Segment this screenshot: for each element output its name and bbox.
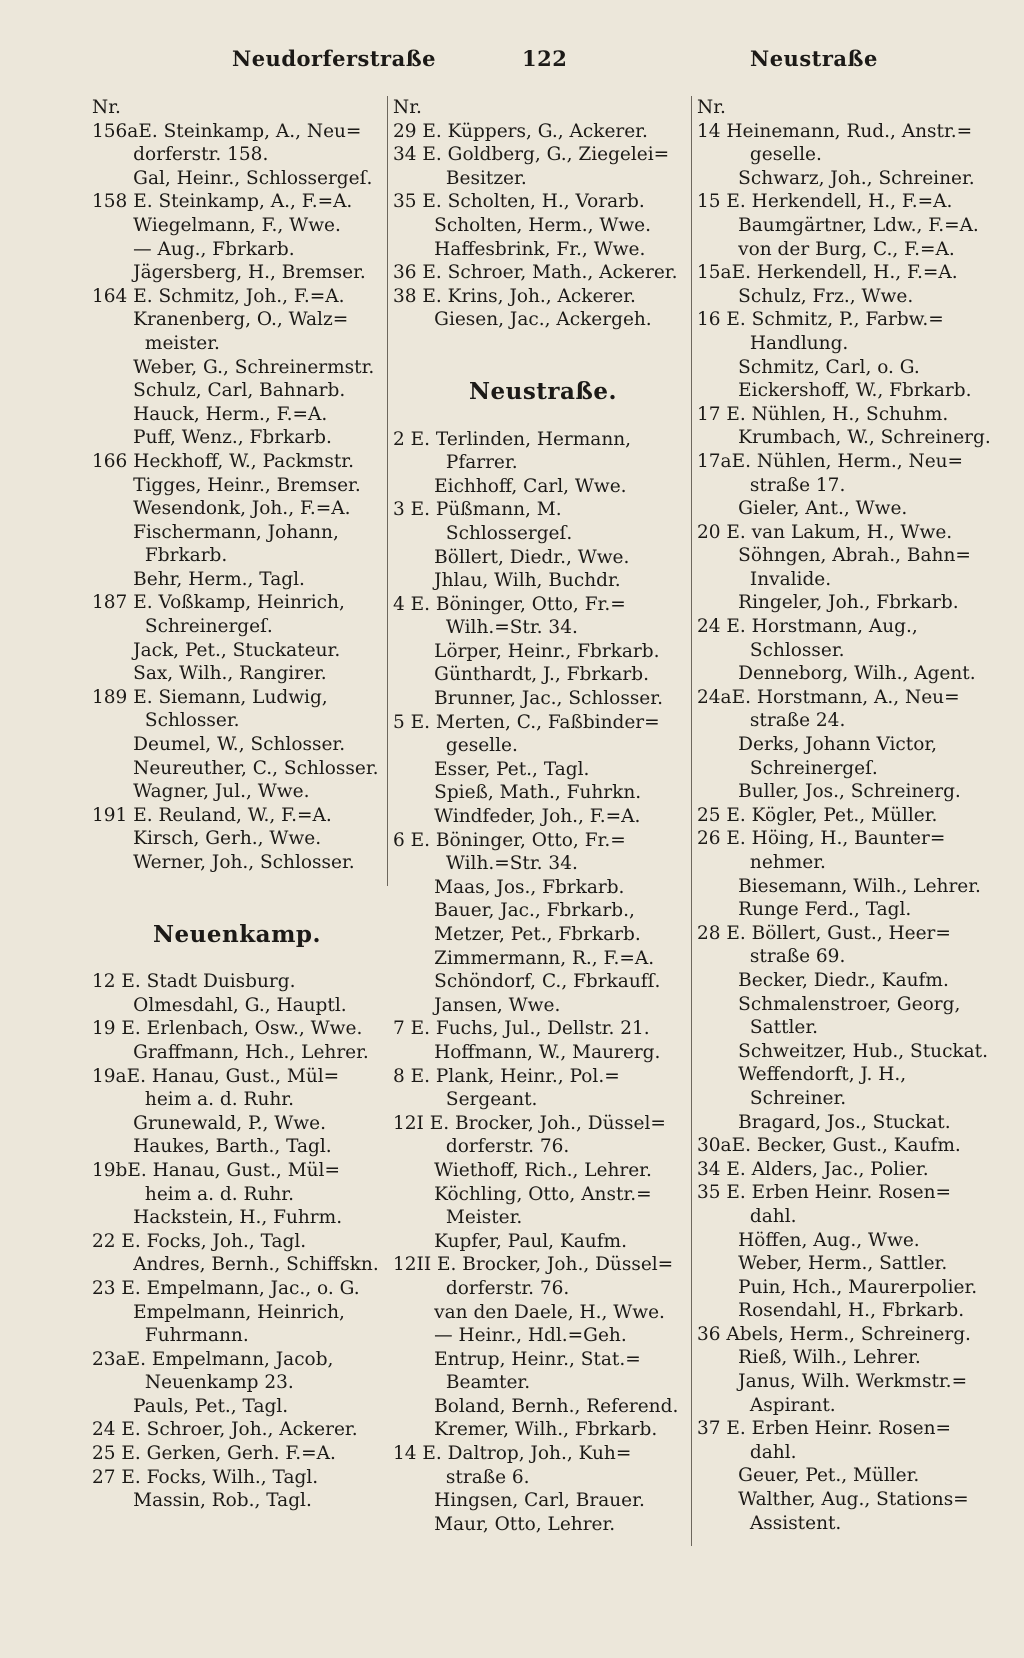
directory-line: Nr. [393, 97, 422, 118]
directory-line: Bragard, Jos., Stuckat. [697, 1111, 951, 1133]
directory-line: Olmesdahl, G., Hauptl. [92, 994, 347, 1016]
directory-line: 16 E. Schmitz, P., Farbw.= [697, 309, 944, 331]
directory-line: straße 6. [393, 1466, 530, 1488]
directory-line: Söhngen, Abrah., Bahn= [697, 545, 971, 567]
directory-line: 166 Heckhoff, W., Packmstr. [92, 450, 354, 472]
directory-line: Maur, Otto, Lehrer. [393, 1513, 616, 1535]
directory-line: Pfarrer. [393, 452, 518, 474]
directory-line: Kranenberg, O., Walz= [92, 309, 349, 331]
directory-line: 187 E. Voßkamp, Heinrich, [92, 592, 345, 614]
directory-line: Behr, Herm., Tagl. [92, 568, 305, 590]
directory-line: Weber, G., Schreinermstr. [92, 356, 375, 378]
directory-line: Jägersberg, H., Bremser. [92, 262, 366, 284]
directory-line: 23 E. Empelmann, Jac., o. G. [92, 1277, 360, 1299]
directory-line: Massin, Rob., Tagl. [92, 1490, 312, 1512]
directory-line: Runge Ferd., Tagl. [697, 899, 912, 921]
directory-line: Schwarz, Joh., Schreiner. [697, 167, 975, 189]
directory-line: Sergeant. [393, 1089, 538, 1111]
directory-line: heim a. d. Ruhr. [92, 1089, 294, 1111]
directory-line: Fuhrmann. [92, 1325, 249, 1347]
directory-line: Boland, Bernh., Referend. [393, 1395, 679, 1417]
directory-line: 189 E. Siemann, Ludwig, [92, 686, 328, 708]
directory-line: 36 E. Schroer, Math., Ackerer. [393, 262, 678, 284]
directory-line: dorferstr. 76. [393, 1136, 570, 1158]
directory-line: Entrup, Heinr., Stat.= [393, 1348, 641, 1370]
directory-line: Neureuther, C., Schlosser. [92, 757, 379, 779]
directory-line: Hackstein, H., Fuhrm. [92, 1207, 343, 1229]
column-1 [92, 96, 382, 1513]
directory-line: 28 E. Böllert, Gust., Heer= [697, 922, 951, 944]
directory-line: Brunner, Jac., Schlosser. [393, 688, 663, 710]
directory-line: Besitzer. [393, 167, 527, 189]
directory-line: Puin, Hch., Maurerpolier. [697, 1276, 978, 1298]
directory-line: 8 E. Plank, Heinr., Pol.= [393, 1065, 620, 1087]
column-1-section-entries [92, 970, 382, 1513]
directory-line: Nr. [92, 97, 121, 118]
directory-line: Weber, Herm., Sattler. [697, 1253, 948, 1275]
directory-line: 19 E. Erlenbach, Osw., Wwe. [92, 1018, 363, 1040]
directory-line: Schmitz, Carl, o. G. [697, 356, 920, 378]
directory-line: 12II E. Brocker, Joh., Düssel= [393, 1254, 674, 1276]
directory-line: heim a. d. Ruhr. [92, 1183, 294, 1205]
directory-line: 14 Heinemann, Rud., Anstr.= [697, 120, 973, 142]
directory-line: Schlosser. [697, 639, 845, 661]
page-number: 122 [522, 46, 568, 71]
directory-line: Andres, Bernh., Schiffskn. [92, 1254, 379, 1276]
directory-line: Eickershoff, W., Fbrkarb. [697, 380, 972, 402]
directory-line: Haukes, Barth., Tagl. [92, 1136, 332, 1158]
directory-line: straße 17. [697, 474, 846, 496]
directory-line: Gal, Heinr., Schlossergeſ. [92, 167, 373, 189]
directory-line: 35 E. Erben Heinr. Rosen= [697, 1182, 952, 1204]
directory-line: 15 E. Herkendell, H., F.=A. [697, 191, 953, 213]
directory-line: Janus, Wilh. Werkmstr.= [697, 1371, 968, 1393]
directory-line: 3 E. Püßmann, M. [393, 499, 562, 521]
directory-line: nehmer. [697, 852, 826, 873]
directory-line: Jhlau, Wilh, Buchdr. [393, 570, 621, 592]
directory-line: 36 Abels, Herm., Schreinerg. [697, 1323, 971, 1345]
directory-line: Becker, Diedr., Kaufm. [697, 969, 949, 991]
directory-line: Hauck, Herm., F.=A. [92, 403, 328, 425]
directory-line: Hingsen, Carl, Brauer. [393, 1490, 645, 1512]
directory-line: 24 E. Horstmann, Aug., [697, 616, 918, 638]
directory-line: 2 E. Terlinden, Hermann, [393, 428, 632, 450]
directory-line: Wiegelmann, F., Wwe. [92, 214, 341, 236]
directory-line: 34 E. Alders, Jac., Polier. [697, 1158, 929, 1180]
directory-line: Deumel, W., Schlosser. [92, 734, 346, 756]
directory-line: Esser, Pet., Tagl. [393, 758, 590, 780]
directory-line: Jack, Pet., Stuckateur. [92, 639, 341, 661]
directory-line: 27 E. Focks, Wilh., Tagl. [92, 1466, 319, 1488]
directory-line: Maas, Jos., Fbrkarb. [393, 876, 625, 898]
header-left-street: Neudorferstraße [232, 46, 437, 71]
directory-line: Sattler. [697, 1017, 819, 1039]
directory-line: dorferstr. 76. [393, 1277, 570, 1299]
directory-line: Baumgärtner, Ldw., F.=A. [697, 214, 979, 236]
directory-line: Schulz, Carl, Bahnarb. [92, 380, 346, 402]
directory-line: Giesen, Jac., Ackergeh. [393, 309, 652, 331]
directory-line: Schlossergeſ. [393, 522, 573, 544]
directory-line: 17aE. Nühlen, Herm., Neu= [697, 450, 964, 472]
directory-line: 24 E. Schroer, Joh., Ackerer. [92, 1419, 358, 1441]
directory-line: 34 E. Goldberg, G., Ziegelei= [393, 144, 670, 166]
column-2 [393, 96, 693, 1536]
directory-line: 19aE. Hanau, Gust., Mül= [92, 1065, 340, 1087]
directory-line: 15aE. Herkendell, H., F.=A. [697, 262, 958, 284]
directory-line: 156aE. Steinkamp, A., Neu= [92, 120, 362, 142]
directory-line: 4 E. Böninger, Otto, Fr.= [393, 593, 626, 615]
directory-line: 158 E. Steinkamp, A., F.=A. [92, 191, 353, 213]
directory-line: Wiethoff, Rich., Lehrer. [393, 1159, 652, 1181]
directory-line: Aspirant. [697, 1394, 836, 1416]
directory-line: 191 E. Reuland, W., F.=A. [92, 804, 332, 826]
directory-line: 164 E. Schmitz, Joh., F.=A. [92, 285, 345, 307]
directory-line: Bauer, Jac., Fbrkarb., [393, 900, 635, 922]
directory-line: Kupfer, Paul, Kaufm. [393, 1230, 627, 1252]
column-1-entries [92, 96, 382, 875]
directory-line: meister. [92, 332, 220, 354]
column-3-entries [697, 96, 991, 1535]
directory-line: Nr. [697, 97, 726, 118]
directory-line: 20 E. van Lakum, H., Wwe. [697, 521, 953, 543]
directory-line: 26 E. Höing, H., Baunter= [697, 828, 946, 850]
directory-line: 17 E. Nühlen, H., Schuhm. [697, 403, 949, 425]
directory-line: Haffesbrink, Fr., Wwe. [393, 238, 646, 260]
directory-line: 12 E. Stadt Duisburg. [92, 971, 296, 993]
directory-line: Metzer, Pet., Fbrkarb. [393, 924, 641, 945]
directory-line: Jansen, Wwe. [393, 994, 561, 1016]
directory-line: 35 E. Scholten, H., Vorarb. [393, 191, 645, 213]
directory-line: Zimmermann, R., F.=A. [393, 947, 655, 969]
section-title-neuenkamp: Neuenkamp. [153, 920, 321, 948]
column-2-section-entries [393, 428, 693, 1537]
directory-line: — Heinr., Hdl.=Geh. [393, 1325, 627, 1347]
directory-line: Wilh.=Str. 34. [393, 853, 578, 875]
directory-line: Sax, Wilh., Rangirer. [92, 663, 327, 685]
directory-line: 25 E. Gerken, Gerh. F.=A. [92, 1443, 336, 1465]
section-title-neustrasse: Neustraße. [468, 377, 618, 405]
directory-line: Böllert, Diedr., Wwe. [393, 546, 630, 568]
directory-line: Invalide. [697, 568, 832, 590]
directory-line: Schreinergeſ. [697, 757, 878, 779]
directory-line: Kremer, Wilh., Fbrkarb. [393, 1419, 658, 1441]
directory-line: Grunewald, P., Wwe. [92, 1112, 326, 1134]
directory-line: geselle. [697, 144, 822, 166]
directory-line: — Aug., Fbrkarb. [92, 238, 295, 260]
directory-line: Biesemann, Wilh., Lehrer. [697, 875, 981, 897]
directory-line: Kirsch, Gerh., Wwe. [92, 828, 322, 850]
directory-line: 25 E. Kögler, Pet., Müller. [697, 804, 938, 826]
directory-line: Wesendonk, Joh., F.=A. [92, 498, 351, 520]
directory-line: Werner, Joh., Schlosser. [92, 852, 355, 873]
directory-line: 12I E. Brocker, Joh., Düssel= [393, 1112, 666, 1134]
directory-line: Ringeler, Joh., Fbrkarb. [697, 592, 959, 614]
directory-line: Rieß, Wilh., Lehrer. [697, 1347, 921, 1369]
directory-line: Höffen, Aug., Wwe. [697, 1229, 920, 1251]
directory-line: 7 E. Fuchs, Jul., Dellstr. 21. [393, 1018, 650, 1040]
directory-line: Tigges, Heinr., Bremser. [92, 474, 361, 496]
directory-line: Weffendorft, J. H., [697, 1064, 907, 1086]
directory-line: Windfeder, Joh., F.=A. [393, 806, 641, 828]
directory-line: Denneborg, Wilh., Agent. [697, 663, 976, 685]
directory-line: Derks, Johann Victor, [697, 734, 938, 756]
directory-line: 24aE. Horstmann, A., Neu= [697, 686, 960, 708]
directory-line: 30aE. Becker, Gust., Kaufm. [697, 1135, 961, 1157]
directory-line: 19bE. Hanau, Gust., Mül= [92, 1159, 340, 1181]
directory-line: 37 E. Erben Heinr. Rosen= [697, 1418, 952, 1440]
directory-line: Schöndorf, C., Fbrkaufſ. [393, 971, 661, 993]
directory-line: Wilh.=Str. 34. [393, 617, 578, 639]
directory-line: Fbrkarb. [92, 545, 228, 567]
directory-line: Scholten, Herm., Wwe. [393, 214, 652, 236]
header-right-street: Neustraße [750, 46, 878, 71]
directory-line: Walther, Aug., Stations= [697, 1489, 969, 1511]
directory-line: Graffmann, Hch., Lehrer. [92, 1041, 369, 1063]
directory-line: Köchling, Otto, Anstr.= [393, 1183, 652, 1205]
directory-line: Beamter. [393, 1372, 531, 1394]
directory-line: Lörper, Heinr., Fbrkarb. [393, 640, 660, 662]
directory-line: Pauls, Pet., Tagl. [92, 1395, 289, 1417]
directory-line: dahl. [697, 1205, 797, 1227]
directory-line: Schreinergeſ. [92, 616, 273, 638]
directory-line: Puff, Wenz., Fbrkarb. [92, 427, 332, 449]
directory-line: Empelmann, Heinrich, [92, 1301, 345, 1323]
directory-line: Hoffmann, W., Maurerg. [393, 1041, 661, 1063]
column-divider-1 [387, 96, 388, 886]
directory-line: 5 E. Merten, C., Faßbinder= [393, 711, 660, 733]
directory-line: 6 E. Böninger, Otto, Fr.= [393, 829, 626, 851]
directory-line: Schlosser. [92, 710, 240, 732]
directory-line: geselle. [393, 735, 518, 757]
directory-line: Krumbach, W., Schreinerg. [697, 427, 991, 449]
directory-line: 23aE. Empelmann, Jacob, [92, 1348, 334, 1370]
directory-line: straße 69. [697, 946, 846, 968]
directory-line: Neuenkamp 23. [92, 1372, 294, 1394]
directory-line: Spieß, Math., Fuhrkn. [393, 782, 642, 804]
directory-line: dahl. [697, 1441, 797, 1463]
directory-line: Schreiner. [697, 1087, 847, 1109]
directory-line: 22 E. Focks, Joh., Tagl. [92, 1230, 307, 1252]
column-2-entries [393, 96, 693, 332]
directory-line: Geuer, Pet., Müller. [697, 1465, 920, 1487]
column-3 [697, 96, 991, 1535]
directory-line: Schulz, Frz., Wwe. [697, 285, 914, 307]
directory-line: Eichhoff, Carl, Wwe. [393, 475, 627, 497]
directory-line: Assistent. [697, 1512, 842, 1534]
directory-line: Buller, Jos., Schreinerg. [697, 781, 961, 803]
directory-line: 38 E. Krins, Joh., Ackerer. [393, 285, 636, 307]
directory-line: Schmalenstroer, Georg, [697, 993, 961, 1015]
directory-line: von der Burg, C., F.=A. [697, 238, 955, 260]
directory-line: Wagner, Jul., Wwe. [92, 781, 310, 803]
directory-line: Schweitzer, Hub., Stuckat. [697, 1040, 988, 1062]
directory-line: Gieler, Ant., Wwe. [697, 498, 908, 520]
directory-line: Fischermann, Johann, [92, 521, 339, 543]
directory-line: dorferstr. 158. [92, 144, 269, 166]
directory-line: Meister. [393, 1207, 523, 1229]
directory-line: van den Daele, H., Wwe. [393, 1301, 665, 1323]
directory-line: Günthardt, J., Fbrkarb. [393, 664, 649, 686]
directory-line: straße 24. [697, 710, 846, 732]
directory-line: 29 E. Küppers, G., Ackerer. [393, 120, 648, 142]
directory-line: Handlung. [697, 332, 849, 354]
directory-line: 14 E. Daltrop, Joh., Kuh= [393, 1443, 632, 1465]
directory-line: Rosendahl, H., Fbrkarb. [697, 1300, 965, 1322]
